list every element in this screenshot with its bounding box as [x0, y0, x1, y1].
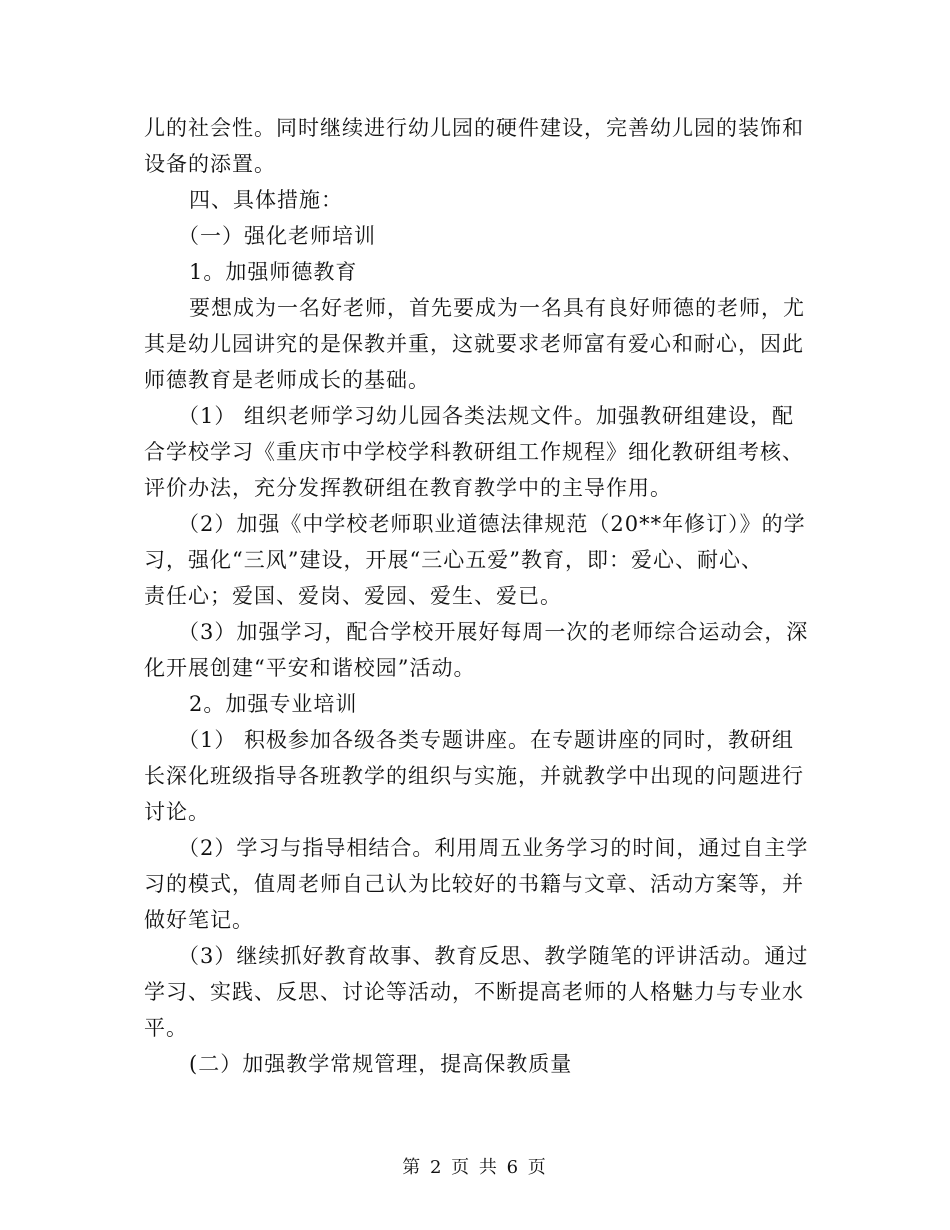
document-body	[144, 110, 814, 1082]
paragraph-line: 习的模式，值周老师自己认为比较好的书籍与文章、活动方案等，并	[144, 872, 804, 896]
paragraph-line: 习，强化“三风”建设，开展“三心五爱”教育，即：爱心、耐心、	[144, 548, 763, 572]
page-number-footer: 第 2 页 共 6 页	[402, 1157, 548, 1178]
paragraph-line: （2）加强《中学校老师职业道德法律规范（20**年修订）》的学	[178, 512, 806, 536]
paragraph-line: （3）继续抓好教育故事、教育反思、教学随笔的评讲活动。通过	[178, 944, 809, 968]
paragraph-line: 平。	[144, 1016, 188, 1040]
paragraph-line: 学习、实践、反思、讨论等活动，不断提高老师的人格魅力与专业水	[144, 980, 804, 1004]
paragraph-line: 讨论。	[144, 800, 210, 824]
subsection-heading: (二）加强教学常规管理，提高保教质量	[189, 1052, 573, 1076]
paragraph-line: 要想成为一名好老师，首先要成为一名具有良好师德的老师，尤	[189, 296, 805, 320]
paragraph-line: 评价办法，充分发挥教研组在教育教学中的主导作用。	[144, 476, 672, 500]
paragraph-line: 其是幼儿园讲究的是保教并重，这就要求老师富有爱心和耐心，因此	[144, 332, 804, 356]
paragraph-line: 儿的社会性。同时继续进行幼儿园的硬件建设，完善幼儿园的装饰和	[144, 116, 804, 140]
paragraph-line: （1） 积极参加各级各类专题讲座。在专题讲座的同时，教研组	[178, 728, 795, 752]
paragraph-line: 责任心；爱国、爱岗、爱园、爱生、爱已。	[144, 584, 562, 608]
section-heading: 四、具体措施：	[189, 188, 343, 212]
paragraph-line: （2）学习与指导相结合。利用周五业务学习的时间，通过自主学	[178, 836, 809, 860]
item-heading: 2。加强专业培训	[189, 692, 358, 716]
paragraph-line: 化开展创建“平安和谐校园”活动。	[144, 656, 476, 680]
paragraph-line: 做好笔记。	[144, 908, 254, 932]
paragraph-line: （1） 组织老师学习幼儿园各类法规文件。加强教研组建设，配	[178, 404, 795, 428]
paragraph-line: （3）加强学习，配合学校开展好每周一次的老师综合运动会，深	[178, 620, 809, 644]
paragraph-line: 设备的添置。	[144, 152, 276, 176]
subsection-heading: （一）强化老师培训	[178, 224, 376, 248]
paragraph-line: 师德教育是老师成长的基础。	[144, 368, 430, 392]
item-heading: 1。加强师德教育	[189, 260, 358, 284]
paragraph-line: 合学校学习《重庆市中学校学科教研组工作规程》细化教研组考核、	[144, 440, 804, 464]
paragraph-line: 长深化班级指导各班教学的组织与实施，并就教学中出现的问题进行	[144, 764, 804, 788]
